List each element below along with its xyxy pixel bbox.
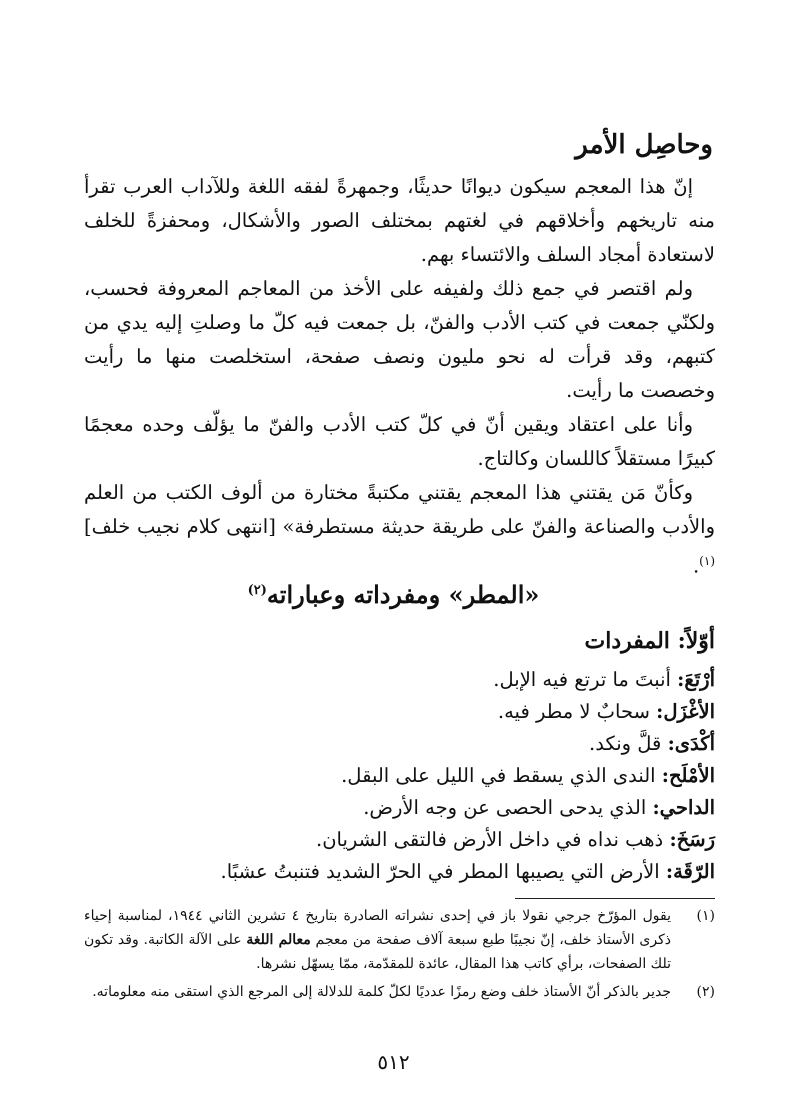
vocab-definition: الأرض التي يصيبها المطر في الحرّ الشديد فتنبتُ عشبًا. (220, 860, 660, 883)
heading-summary: وحاصِل الأمر (575, 130, 713, 160)
vocab-term: الأمْلَح: (661, 764, 715, 787)
footnote-ref-2: (٢) (247, 583, 267, 598)
vocab-definition: قلَّ ونكد. (589, 732, 662, 755)
vocab-entry (84, 760, 715, 792)
body-text (84, 170, 715, 584)
footnote-text: جدير بالذكر أنّ الأستاذ خلف وضع رمزًا عدديًا لكلّ كلمة للدلالة إلى المرجع الذي استقى منه معلوماته. (92, 984, 671, 1000)
paragraph-2: ولم اقتصر في جمع ذلك ولفيفه على الأخذ من المعاجم المعروفة فحسب، ولكنّي جمعت في كتب الأدب والفنّ، بل جمعت فيه كلّ ما وصلتِ إليه يدي من كتبهم، وقد قرأت له نحو مليون ونصف صفحة، استخلصت منها ما رأيت وخصصت ما رأيت. (84, 277, 715, 402)
footnote-divider (515, 898, 715, 899)
vocab-term: الرّقَة: (665, 860, 715, 883)
vocab-list (84, 664, 715, 888)
page-number: ٥١٢ (377, 1050, 410, 1074)
section-title-text: «المطر» ومفرداته وعباراته (266, 580, 540, 609)
section-title (0, 580, 787, 609)
vocab-term: الأغْزَل: (656, 700, 715, 723)
paragraph-4-text: وكأنّ مَن يقتني هذا المعجم يقتني مكتبةً مختارة من ألوف الكتب من العلم والأدب والصناعة والفنّ على طريقة حديثة مستطرفة» [انتهى كلام نجيب خلف] (84, 481, 715, 538)
vocab-definition: الذي يدحى الحصى عن وجه الأرض. (363, 796, 647, 819)
paragraph-1: إنّ هذا المعجم سيكون ديوانًا حديثًا، وجمهرةً لفقه اللغة وللآداب العرب تقرأ منه تاريخهم وأخلاقهم في لغتهم بمختلف الصور والأشكال، ومحفزةً للخلف لاستعادة أمجاد السلف والائتساء بهم. (84, 175, 715, 266)
vocab-term: أكْدَى: (667, 732, 715, 755)
vocab-definition: الندى الذي يسقط في الليل على البقل. (341, 764, 656, 787)
footnote-number: (١) (696, 908, 715, 924)
paragraph-3: وأنا على اعتقاد ويقين أنّ في كلّ كتب الأدب والفنّ ما يؤلّف وحده معجمًا كبيرًا مستقلاً كاللسان وكالتاج. (84, 413, 715, 470)
footnote-1 (84, 904, 715, 976)
vocab-entry (84, 696, 715, 728)
vocab-entry (84, 664, 715, 696)
paragraph-4: وكأنّ مَن يقتني هذا المعجم يقتني مكتبةً مختارة من ألوف الكتب من العلم والأدب والصناعة والفنّ على طريقة حديثة مستطرفة» [انتهى كلام نجيب خلف]$^{(١)}$. (84, 481, 715, 578)
vocab-entry (84, 824, 715, 856)
footnote-2 (84, 980, 715, 1004)
vocab-heading: أوّلاً: المفردات (584, 628, 715, 654)
vocab-term: أرْتَعَ: (677, 668, 715, 691)
footnote-ref-1: (١) (699, 554, 715, 568)
vocab-definition: أنبتَ ما ترتع فيه الإبل. (493, 668, 671, 691)
footnote-number: (٢) (696, 984, 715, 1000)
footnote-text-continued: على الآلة الكاتبة. وقد تكون تلك الصفحات، برأي كاتب هذا المقال، عائدة للمقدّمة، ممّا يسهّل نشرها. (84, 932, 671, 972)
footnotes (84, 904, 715, 1008)
vocab-entry (84, 728, 715, 760)
footnote-text: يقول المؤرّخ جرجي نقولا باز في إحدى نشراته الصادرة بتاريخ ٤ تشرين الثاني ١٩٤٤، لمناسبة إحياء ذكرى الأستاذ خلف، إنّ نجيبًا طبع سبعة آلاف صفحة من معجم (84, 908, 672, 948)
vocab-term: الداحي: (652, 796, 715, 819)
vocab-entry (84, 792, 715, 824)
vocab-definition: سحابٌ لا مطر فيه. (497, 700, 650, 723)
vocab-term: رَسَخَ: (669, 828, 715, 851)
vocab-entry (84, 856, 715, 888)
footnote-bold-title: معالم اللغة (246, 932, 311, 948)
vocab-definition: ذهب نداه في داخل الأرض فالتقى الشريان. (316, 828, 664, 851)
